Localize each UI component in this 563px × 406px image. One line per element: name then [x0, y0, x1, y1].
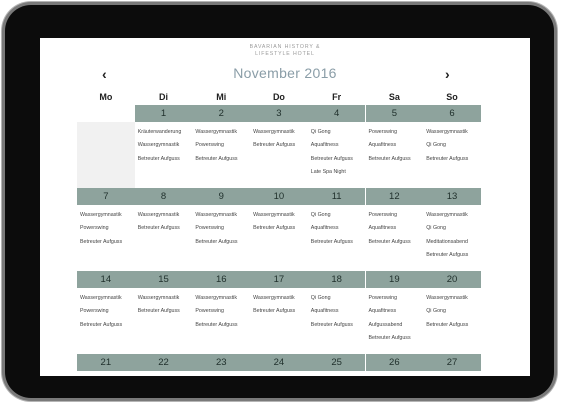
event-link[interactable]: Betreuter Aufguss: [310, 321, 353, 328]
event-link[interactable]: Qi Gong: [426, 308, 446, 315]
logo-line-1: BAVARIAN HISTORY &: [249, 44, 321, 50]
day-event-list: [77, 205, 135, 245]
day-number: 19: [366, 271, 424, 288]
event-link[interactable]: Qi Gong: [426, 142, 446, 149]
event-link[interactable]: Wassergymnastik: [195, 295, 237, 301]
event-link[interactable]: Wassergymnastik: [253, 129, 295, 135]
day-number: 1: [135, 105, 193, 122]
event-link[interactable]: Betreuter Aufguss: [195, 155, 238, 162]
day-event-list: [308, 288, 366, 328]
calendar-day-cell: [423, 354, 481, 376]
calendar-day-cell: [192, 105, 250, 169]
event-link[interactable]: Wassergymnastik: [253, 295, 295, 301]
event-link[interactable]: Aquafitness: [310, 225, 339, 232]
event-link[interactable]: Qi Gong: [310, 295, 331, 301]
event-link[interactable]: Wassergymnastik: [426, 212, 468, 218]
day-event-list: [366, 122, 424, 162]
day-number: 15: [135, 271, 193, 288]
day-number: 16: [192, 271, 250, 288]
event-link[interactable]: Wassergymnastik: [195, 212, 237, 218]
day-number: 9: [192, 188, 250, 205]
event-link[interactable]: Aquafitness: [368, 225, 397, 232]
day-event-list: [366, 288, 424, 341]
day-event-list: [423, 288, 481, 328]
weekday-sa: Sa: [388, 92, 400, 102]
day-event-list: [135, 122, 193, 162]
calendar-day-cell: [366, 354, 424, 376]
day-number: 17: [250, 271, 308, 288]
event-link[interactable]: Betreuter Aufguss: [195, 238, 238, 245]
event-link[interactable]: Late Spa Night: [310, 169, 346, 176]
calendar-day-cell: [77, 271, 135, 335]
event-link[interactable]: Wassergymnastik: [137, 142, 180, 149]
tablet-frame: [5, 5, 554, 398]
calendar-day-cell: [192, 188, 250, 252]
day-event-list: [250, 288, 308, 314]
event-link[interactable]: Betreuter Aufguss: [80, 321, 123, 328]
day-event-list: [135, 371, 193, 376]
day-number: 13: [423, 188, 481, 205]
event-link[interactable]: Aquafitness: [368, 142, 397, 149]
event-link[interactable]: Wassergymnastik: [80, 212, 122, 218]
event-link[interactable]: Powerswing: [195, 142, 224, 149]
day-event-list: [192, 288, 250, 328]
calendar-day-cell: [308, 188, 366, 252]
calendar-day-cell: [192, 354, 250, 376]
calendar-day-cell: [250, 188, 308, 239]
weekday-header-row: [77, 92, 481, 104]
day-event-list: [308, 371, 366, 376]
event-link[interactable]: Wassergymnastik: [195, 129, 237, 135]
calendar-day-cell: [423, 271, 481, 335]
day-number: 27: [423, 354, 481, 371]
day-event-list: [423, 205, 481, 258]
weekday-do: Do: [272, 92, 285, 102]
calendar-day-cell: [423, 188, 481, 266]
day-number: 3: [250, 105, 308, 122]
calendar-day-cell: [308, 354, 366, 376]
weekday-fr: Fr: [332, 92, 342, 102]
day-event-list: [77, 288, 135, 328]
event-link[interactable]: Powerswing: [368, 212, 398, 218]
day-event-list: [423, 122, 481, 162]
day-number: 7: [77, 188, 135, 205]
event-link[interactable]: Wassergymnastik: [426, 129, 468, 135]
event-link[interactable]: Betreuter Aufguss: [253, 142, 296, 149]
day-event-list: [423, 371, 481, 376]
event-link[interactable]: Aquafitness: [310, 142, 339, 149]
calendar-day-cell: [135, 354, 193, 376]
month-title: November 2016: [233, 65, 337, 81]
day-number: 25: [308, 354, 366, 371]
event-link[interactable]: Betreuter Aufguss: [195, 321, 238, 328]
event-link[interactable]: Betreuter Aufguss: [368, 238, 411, 245]
event-link[interactable]: Kräuterwanderung: [137, 129, 182, 135]
event-link[interactable]: Qi Gong: [426, 225, 446, 232]
event-link[interactable]: Powerswing: [368, 295, 398, 301]
event-link[interactable]: Betreuter Aufguss: [426, 321, 469, 328]
day-number: 2: [192, 105, 250, 122]
day-event-list: [250, 122, 308, 148]
weekday-mo: Mo: [99, 92, 113, 102]
calendar-day-cell: [308, 271, 366, 335]
logo-line-2: LIFESTYLE HOTEL: [255, 50, 315, 57]
event-link[interactable]: Betreuter Aufguss: [310, 238, 353, 245]
calendar-day-cell: [308, 105, 366, 183]
event-link[interactable]: Betreuter Aufguss: [137, 308, 180, 315]
event-link[interactable]: Betreuter Aufguss: [253, 225, 296, 232]
event-link[interactable]: Powerswing: [368, 129, 398, 135]
event-link[interactable]: Wassergymnastik: [137, 212, 180, 218]
day-event-list: [192, 371, 250, 376]
day-number: 21: [77, 354, 135, 371]
calendar-day-cell: [192, 271, 250, 335]
event-link[interactable]: Meditationsabend: [426, 238, 469, 245]
hotel-logo: [40, 44, 530, 57]
day-number: 11: [308, 188, 366, 205]
day-number: [77, 105, 135, 122]
event-link[interactable]: Betreuter Aufguss: [426, 252, 469, 259]
event-link[interactable]: Betreuter Aufguss: [310, 155, 353, 162]
day-number: 6: [423, 105, 481, 122]
day-number: 24: [250, 354, 308, 371]
event-link[interactable]: Betreuter Aufguss: [80, 238, 123, 245]
day-number: 23: [192, 354, 250, 371]
next-month-chevron-icon[interactable]: ›: [445, 66, 450, 82]
event-link[interactable]: Aquafitness: [310, 308, 339, 315]
event-link[interactable]: Powerswing: [80, 225, 109, 232]
day-event-list: [366, 205, 424, 245]
event-link[interactable]: Betreuter Aufguss: [368, 335, 411, 342]
day-event-list: [308, 122, 366, 175]
day-number: 10: [250, 188, 308, 205]
event-link[interactable]: Aufgussabend: [368, 321, 403, 328]
weekday-di: Di: [159, 92, 169, 102]
calendar-day-cell: [250, 271, 308, 322]
weekday-mi: Mi: [216, 92, 227, 102]
event-link[interactable]: Powerswing: [195, 225, 224, 232]
calendar-day-cell: [77, 188, 135, 252]
event-link[interactable]: Betreuter Aufguss: [368, 155, 411, 162]
event-link[interactable]: Betreuter Aufguss: [426, 155, 469, 162]
calendar-day-cell: [423, 105, 481, 169]
day-number: 5: [366, 105, 424, 122]
calendar-day-cell: [77, 354, 135, 376]
month-navigation: [40, 65, 530, 85]
day-event-list: [366, 371, 424, 376]
day-event-list: [250, 371, 308, 376]
day-number: 8: [135, 188, 193, 205]
event-link[interactable]: Powerswing: [80, 308, 109, 315]
event-link[interactable]: Wassergymnastik: [80, 295, 122, 301]
day-event-list: [135, 288, 193, 314]
day-event-list: [77, 371, 135, 376]
event-link[interactable]: Qi Gong: [310, 212, 331, 218]
day-number: 22: [135, 354, 193, 371]
calendar-day-cell: [135, 105, 193, 169]
day-event-list: [192, 205, 250, 245]
previous-month-chevron-icon[interactable]: ‹: [102, 66, 107, 82]
event-link[interactable]: Powerswing: [195, 308, 224, 315]
event-link[interactable]: Wassergymnastik: [137, 295, 180, 301]
day-number: 20: [423, 271, 481, 288]
day-number: 14: [77, 271, 135, 288]
calendar-day-cell: [135, 271, 193, 322]
calendar-day-cell: [250, 105, 308, 156]
event-link[interactable]: Betreuter Aufguss: [137, 155, 180, 162]
day-event-list: [308, 205, 366, 245]
day-event-list: [135, 205, 193, 231]
event-link[interactable]: Wassergymnastik: [253, 212, 295, 218]
day-number: 18: [308, 271, 366, 288]
event-link[interactable]: Betreuter Aufguss: [137, 225, 180, 232]
calendar-day-cell: [366, 188, 424, 252]
calendar-day-cell: [250, 354, 308, 376]
event-link[interactable]: Betreuter Aufguss: [253, 308, 296, 315]
tablet-screen: [40, 38, 530, 376]
day-number: 26: [366, 354, 424, 371]
day-event-list: [250, 205, 308, 231]
day-number: 12: [366, 188, 424, 205]
event-link[interactable]: Qi Gong: [310, 129, 331, 135]
event-link[interactable]: Wassergymnastik: [426, 295, 468, 301]
day-number: 4: [308, 105, 366, 122]
calendar-day-cell: [366, 105, 424, 169]
calendar-day-cell: [366, 271, 424, 349]
event-link[interactable]: Aquafitness: [368, 308, 397, 315]
calendar-day-cell: [135, 188, 193, 239]
weekday-so: So: [446, 92, 458, 102]
day-event-list: [192, 122, 250, 162]
